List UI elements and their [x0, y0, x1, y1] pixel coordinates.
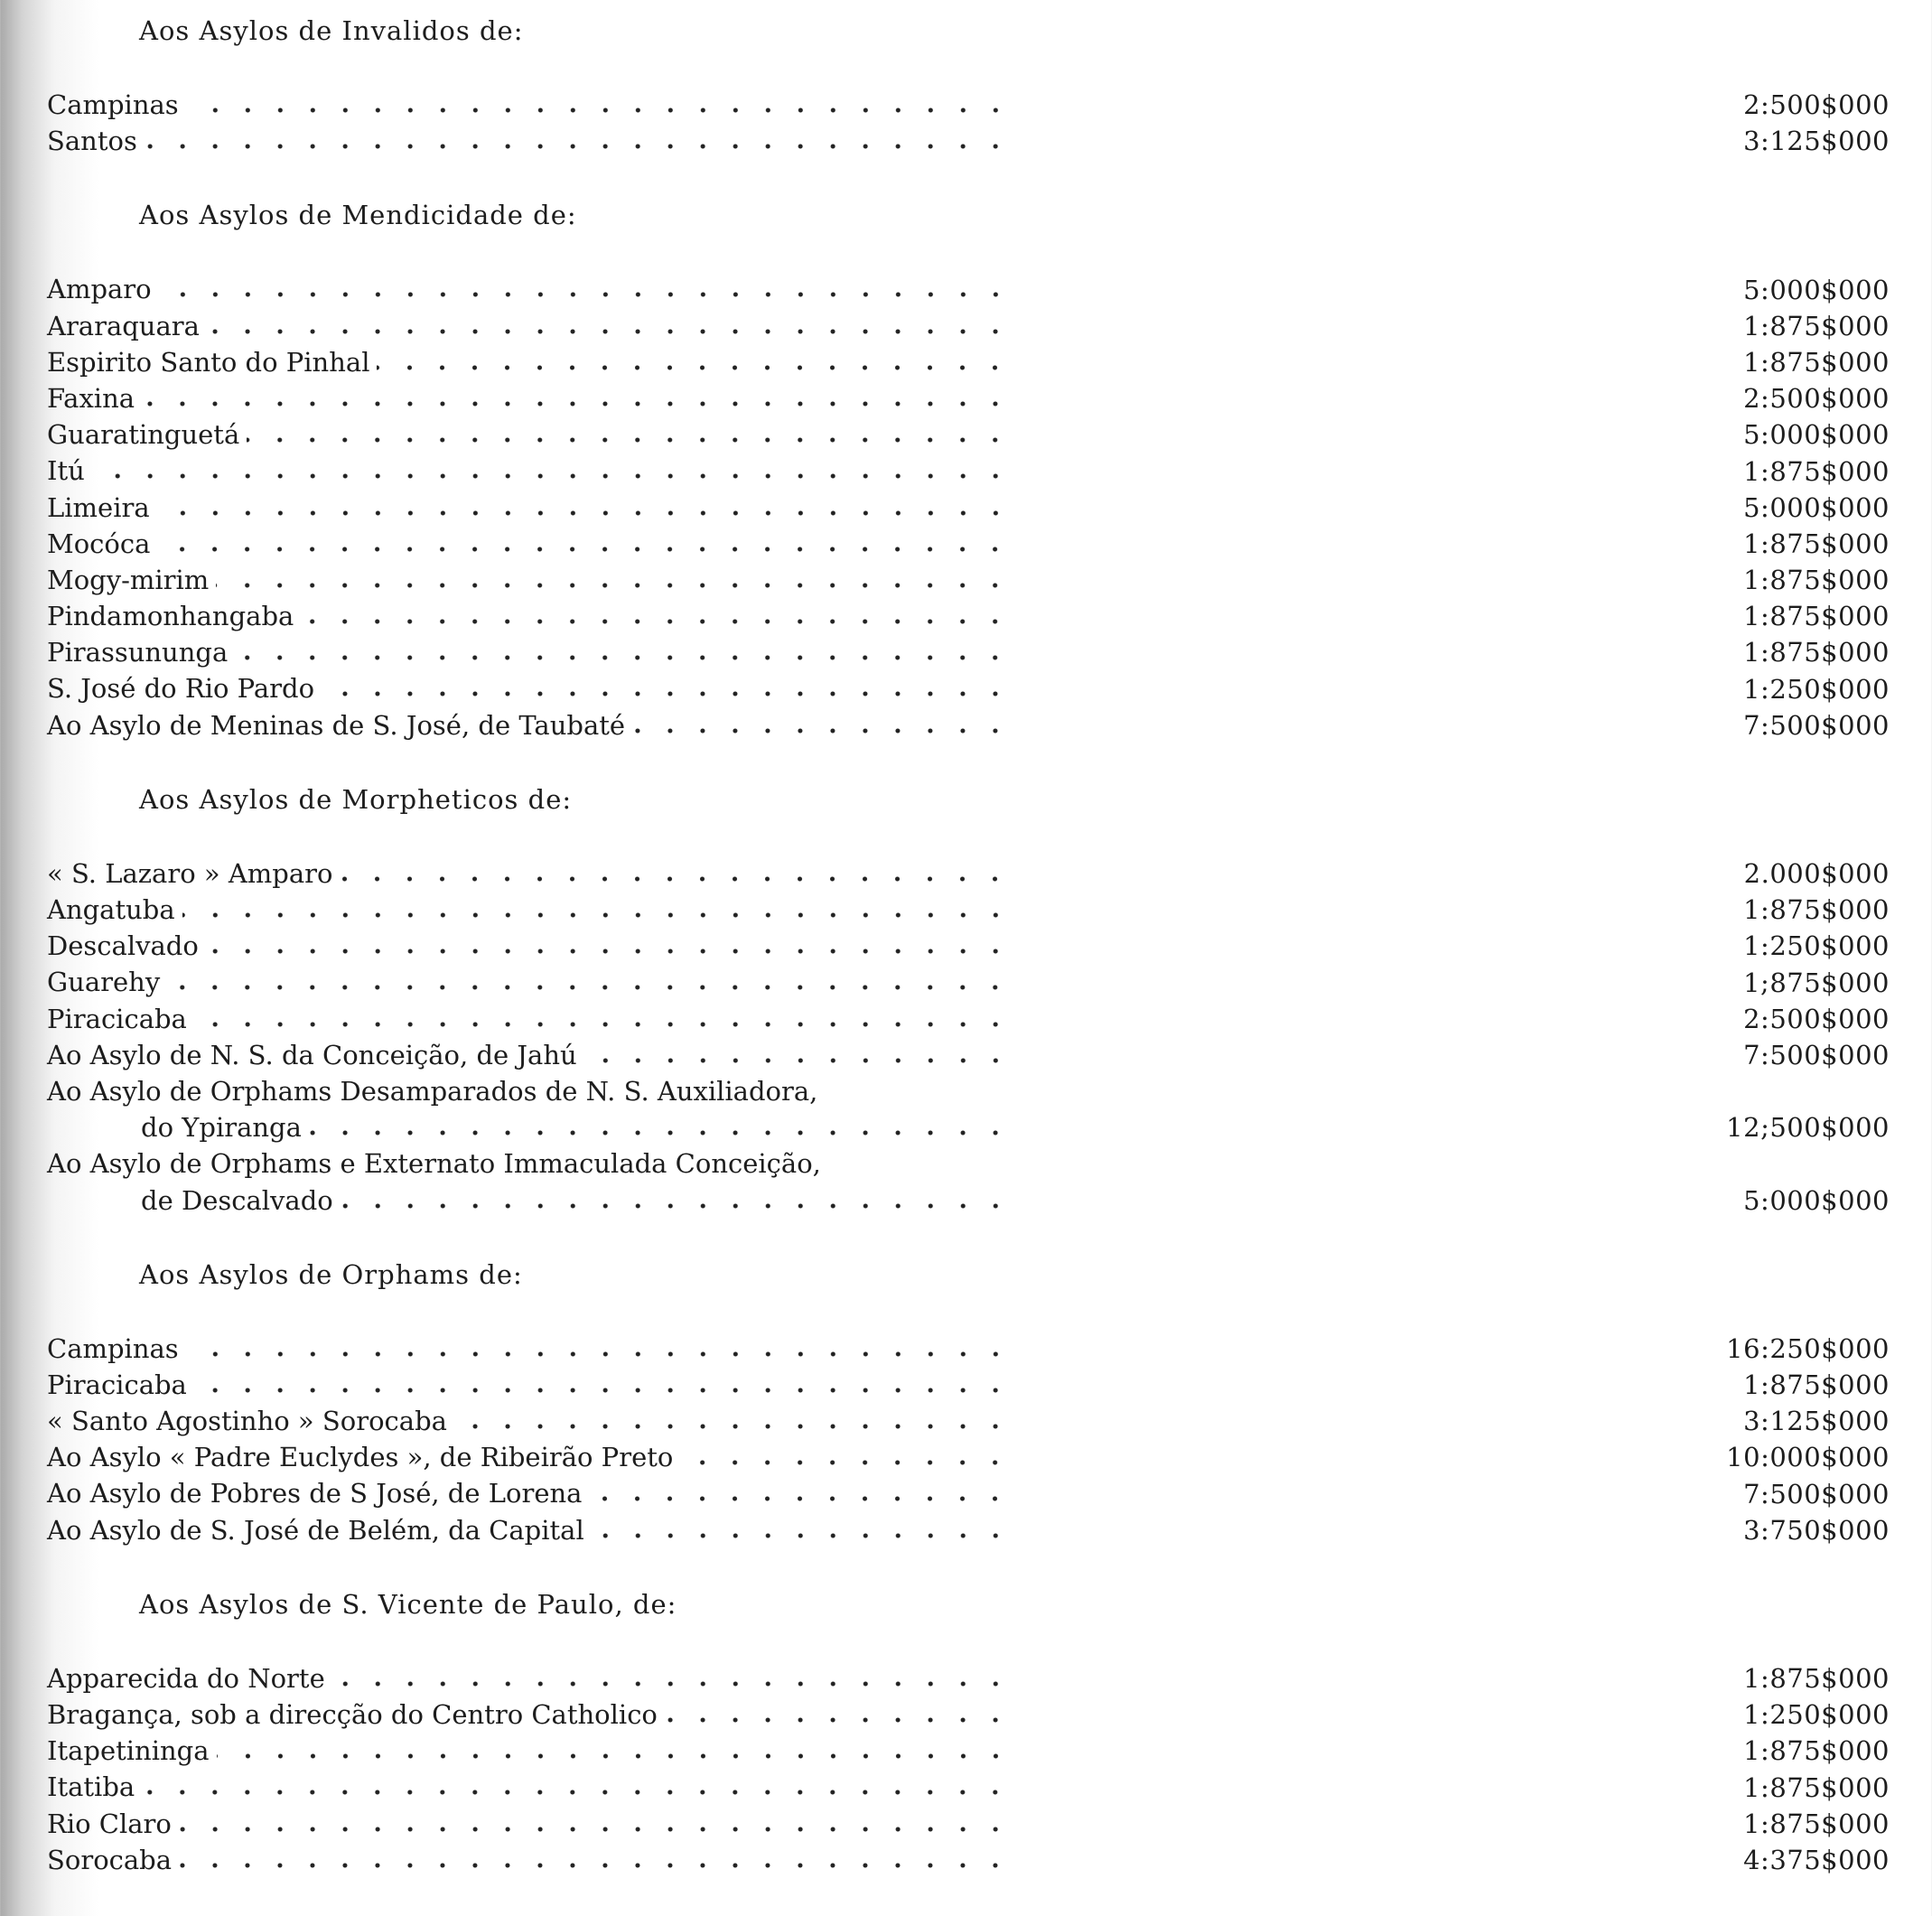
section-heading: Aos Asylos de S. Vicente de Paulo, de: [139, 1588, 677, 1620]
dot-leader [341, 1182, 1012, 1219]
section [47, 197, 1890, 743]
item-amount: 12;500$000 [1726, 1112, 1890, 1144]
item-amount: 1:875$000 [1743, 346, 1890, 378]
list-item [47, 1842, 1890, 1878]
list-item [47, 670, 1890, 706]
list-item [47, 1145, 1890, 1218]
dot-leader [217, 1733, 1012, 1769]
dot-leader [167, 964, 1012, 1000]
item-name: Sorocaba [47, 1844, 173, 1875]
item-amount: 1:875$000 [1743, 1735, 1890, 1767]
section-heading: Aos Asylos de Morpheticos de: [139, 783, 573, 815]
item-name: Campinas [47, 89, 179, 120]
item-line [47, 87, 1012, 123]
list-item [47, 490, 1890, 526]
item-name: Itapetininga [47, 1735, 210, 1767]
dot-leader [179, 1842, 1012, 1878]
dot-leader [680, 1439, 1012, 1475]
item-name: Mogy-mirim [47, 564, 210, 595]
list-item [47, 1660, 1890, 1696]
item-name: Descalvado [47, 930, 199, 962]
item-line [47, 1696, 1012, 1733]
dot-leader [206, 928, 1012, 964]
item-name: Ao Asylo de Pobres de S José, de Lorena [47, 1478, 583, 1509]
item-amount: 2.000$000 [1743, 858, 1890, 889]
item-amount: 7:500$000 [1743, 1039, 1890, 1070]
list-item [47, 380, 1890, 416]
item-amount: 5:000$000 [1743, 1184, 1890, 1216]
item-amount: 1:875$000 [1743, 1808, 1890, 1839]
section-heading: Aos Asylos de Invalidos de: [139, 15, 524, 46]
list-item [47, 1512, 1890, 1548]
section-heading: Aos Asylos de Orphams de: [139, 1258, 523, 1290]
item-amount: 16:250$000 [1726, 1332, 1890, 1364]
section [47, 1586, 1890, 1878]
list-item [47, 308, 1890, 344]
item-amount: 1:875$000 [1743, 528, 1890, 559]
item-name: Mocóca [47, 528, 151, 559]
item-line [47, 1475, 1012, 1511]
item-amount: 3:125$000 [1743, 1406, 1890, 1437]
item-amount: 1:875$000 [1743, 637, 1890, 668]
item-amount: 1:875$000 [1743, 1771, 1890, 1803]
item-name: Apparecida do Norte [47, 1662, 325, 1694]
item-amount: 2:500$000 [1743, 383, 1890, 415]
dot-leader [340, 855, 1012, 892]
item-name: Guarehy [47, 967, 161, 998]
dot-leader [454, 1403, 1012, 1439]
dot-leader [377, 344, 1012, 380]
item-name: Piracicaba [47, 1369, 187, 1400]
dot-leader [828, 1145, 1012, 1182]
item-name: Ao Asylo de N. S. da Conceição, de Jahú [47, 1039, 577, 1070]
item-line-continued [47, 1109, 1012, 1145]
item-line [47, 1512, 1012, 1548]
list-item [47, 271, 1890, 307]
item-line [47, 1842, 1012, 1878]
dot-leader [159, 271, 1012, 307]
dot-leader [247, 416, 1012, 453]
item-name: Rio Claro [47, 1808, 172, 1839]
item-name: Santos [47, 126, 137, 157]
item-line [47, 964, 1012, 1000]
item-amount: 3:125$000 [1743, 126, 1890, 157]
dot-leader [592, 1512, 1012, 1548]
dot-leader [194, 1367, 1012, 1403]
dot-leader [216, 562, 1012, 598]
list-item [47, 1475, 1890, 1511]
dot-leader [665, 1696, 1012, 1733]
item-name: Ao Asylo de Orphams e Externato Immaculada Conceição, [47, 1148, 821, 1180]
item-amount: 7:500$000 [1743, 709, 1890, 741]
item-name: « Santo Agostinho » Sorocaba [47, 1406, 447, 1437]
item-amount: 2:500$000 [1743, 89, 1890, 121]
item-name: Faxina [47, 382, 135, 414]
section [47, 1257, 1890, 1548]
list-item [47, 1331, 1890, 1367]
item-line [47, 1145, 1012, 1182]
item-line [47, 855, 1012, 892]
item-amount: 1:875$000 [1743, 310, 1890, 341]
item-line [47, 123, 1012, 159]
list-item [47, 123, 1890, 159]
item-amount: 5:000$000 [1743, 491, 1890, 523]
list-item [47, 562, 1890, 598]
list-item [47, 1769, 1890, 1805]
list-item [47, 892, 1890, 928]
list-item [47, 1806, 1890, 1842]
list-item [47, 1037, 1890, 1073]
section [47, 781, 1890, 1219]
dot-leader [92, 453, 1012, 489]
item-line [47, 1331, 1012, 1367]
item-amount: 1:875$000 [1743, 565, 1890, 596]
item-name: Espirito Santo do Pinhal [47, 346, 370, 378]
section [47, 13, 1890, 159]
item-name: « S. Lazaro » Amparo [47, 857, 333, 889]
item-amount: 5:000$000 [1743, 419, 1890, 451]
item-amount: 5:000$000 [1743, 274, 1890, 305]
list-item [47, 964, 1890, 1000]
item-line [47, 670, 1012, 706]
dot-leader [301, 598, 1012, 634]
item-line [47, 344, 1012, 380]
dot-leader [322, 670, 1012, 706]
item-line-continued [47, 1182, 1012, 1219]
item-line [47, 490, 1012, 526]
item-name: Ao Asylo de S. José de Belém, da Capital [47, 1514, 584, 1546]
list-item [47, 1073, 1890, 1145]
item-line [47, 1806, 1012, 1842]
list-item [47, 1733, 1890, 1769]
document-page [47, 13, 1890, 1916]
item-name: Ao Asylo de Orphams Desamparados de N. S. Auxiliadora, [47, 1075, 818, 1107]
list-item [47, 453, 1890, 489]
dot-leader [157, 526, 1012, 562]
item-name: Itú [47, 455, 85, 487]
item-line [47, 1367, 1012, 1403]
item-name: Piracicaba [47, 1003, 187, 1034]
item-line [47, 598, 1012, 634]
item-line [47, 271, 1012, 307]
item-amount: 2:500$000 [1743, 1003, 1890, 1034]
dot-leader [145, 123, 1012, 159]
item-name: Ao Asylo de Meninas de S. José, de Taubaté [47, 709, 626, 741]
item-amount: 10:000$000 [1726, 1442, 1890, 1473]
list-item [47, 344, 1890, 380]
item-name: Itatiba [47, 1771, 135, 1803]
item-name-continued: de Descalvado [141, 1184, 333, 1216]
item-line [47, 707, 1012, 743]
list-item [47, 634, 1890, 670]
dot-leader [589, 1475, 1012, 1511]
item-line [47, 634, 1012, 670]
list-item [47, 87, 1890, 123]
item-line [47, 526, 1012, 562]
item-amount: 1:250$000 [1743, 930, 1890, 962]
list-item [47, 1367, 1890, 1403]
item-line [47, 1001, 1012, 1037]
item-name-continued: do Ypiranga [141, 1112, 302, 1144]
item-name: Campinas [47, 1332, 179, 1364]
list-item [47, 598, 1890, 634]
dot-leader [142, 380, 1012, 416]
item-name: Bragança, sob a direcção do Centro Catholico [47, 1699, 658, 1731]
item-amount: 1:250$000 [1743, 673, 1890, 705]
item-name: Pirassununga [47, 637, 229, 668]
item-amount: 7:500$000 [1743, 1478, 1890, 1509]
item-name: Limeira [47, 491, 150, 523]
item-amount: 1:875$000 [1743, 1369, 1890, 1401]
item-amount: 3:750$000 [1743, 1514, 1890, 1546]
item-amount: 1:875$000 [1743, 1663, 1890, 1695]
item-amount: 1:875$000 [1743, 455, 1890, 487]
dot-leader [309, 1109, 1012, 1145]
dot-leader [157, 490, 1012, 526]
item-amount: 1:875$000 [1743, 894, 1890, 926]
dot-leader [825, 1073, 1012, 1109]
dot-leader [182, 892, 1012, 928]
item-line [47, 1037, 1012, 1073]
dot-leader [142, 1769, 1012, 1805]
list-item [47, 526, 1890, 562]
item-line [47, 1733, 1012, 1769]
item-name: Angatuba [47, 894, 175, 925]
list-item [47, 1439, 1890, 1475]
list-item [47, 707, 1890, 743]
section-heading: Aos Asylos de Mendicidade de: [139, 200, 577, 231]
dot-leader [179, 1806, 1012, 1842]
item-line [47, 562, 1012, 598]
item-name: S. José do Rio Pardo [47, 673, 315, 705]
list-item [47, 855, 1890, 892]
item-name: Guaratinguetá [47, 419, 240, 451]
item-line [47, 416, 1012, 453]
item-line [47, 1403, 1012, 1439]
item-amount: 1:250$000 [1743, 1699, 1890, 1731]
dot-leader [194, 1001, 1012, 1037]
dot-leader [332, 1660, 1012, 1696]
list-item [47, 1696, 1890, 1733]
item-line [47, 453, 1012, 489]
item-line [47, 928, 1012, 964]
item-amount: 1:875$000 [1743, 601, 1890, 632]
item-name: Pindamonhangaba [47, 601, 294, 632]
list-item [47, 1001, 1890, 1037]
item-line [47, 1439, 1012, 1475]
item-amount: 4:375$000 [1743, 1844, 1890, 1875]
item-name: Amparo [47, 274, 152, 305]
dot-leader [186, 87, 1012, 123]
dot-leader [632, 707, 1012, 743]
list-item [47, 928, 1890, 964]
item-line [47, 1660, 1012, 1696]
dot-leader [186, 1331, 1012, 1367]
item-amount: 1;875$000 [1743, 967, 1890, 998]
dot-leader [207, 308, 1012, 344]
item-line [47, 308, 1012, 344]
item-name: Ao Asylo « Padre Euclydes », de Ribeirão Preto [47, 1442, 674, 1473]
item-line [47, 892, 1012, 928]
list-item [47, 1403, 1890, 1439]
item-name: Araraquara [47, 310, 200, 341]
dot-leader [235, 634, 1012, 670]
item-line [47, 1769, 1012, 1805]
list-item [47, 416, 1890, 453]
item-line [47, 1073, 1012, 1109]
dot-leader [584, 1037, 1012, 1073]
item-line [47, 380, 1012, 416]
